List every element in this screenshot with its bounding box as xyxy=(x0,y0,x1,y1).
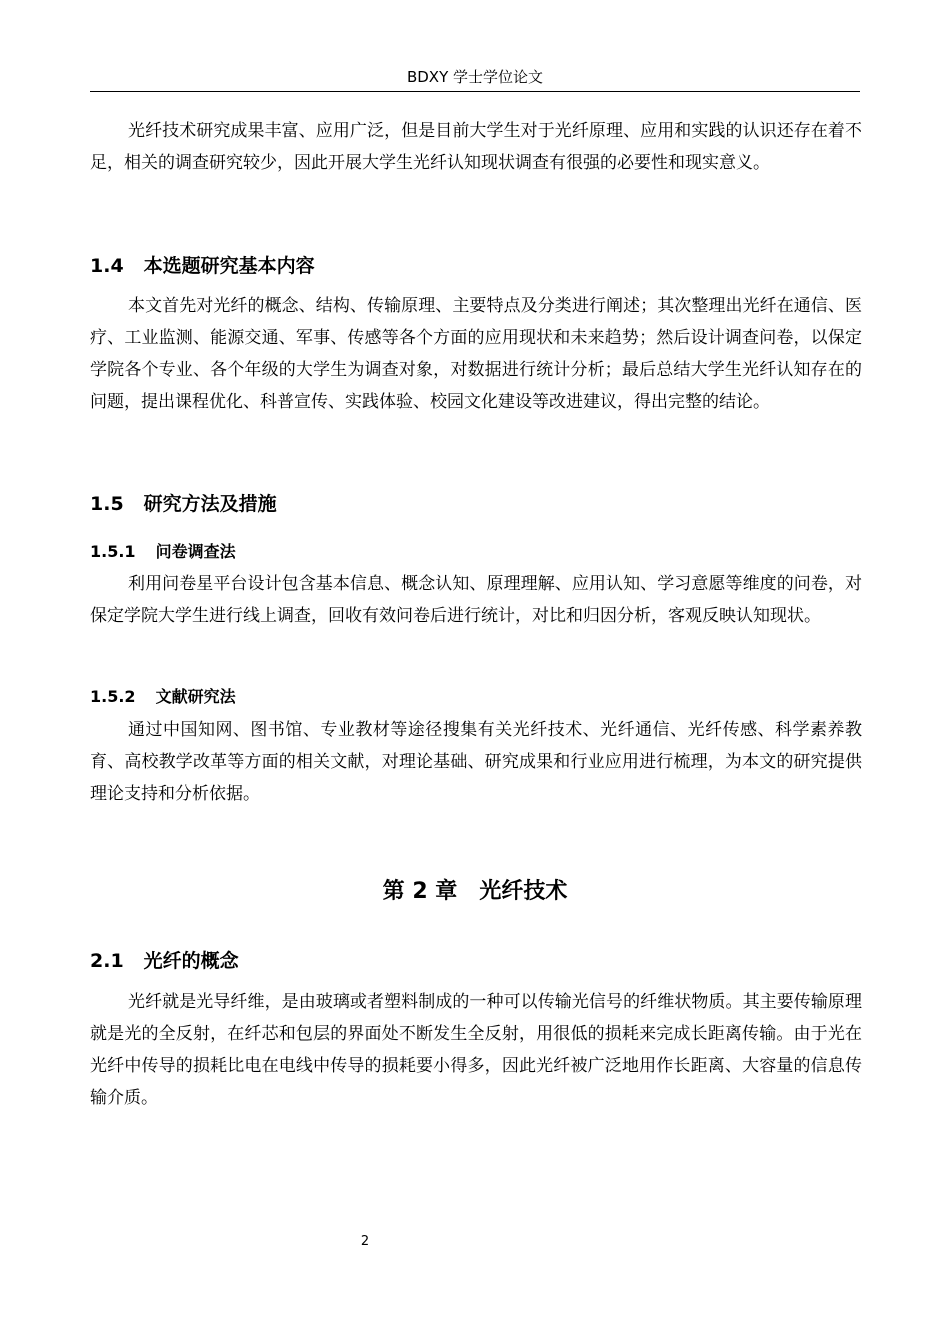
section-2-1-paragraph: 光纤就是光导纤维，是由玻璃或者塑料制成的一种可以传输光信号的纤维状物质。其主要传输原理就是光的全反射，在纤芯和包层的界面处不断发生全反射，用很低的损耗来完成长距离传输。由于光在光纤中传导的损耗比电在电线中传导的损耗要小得多，因此光纤被广泛地用作长距离、大容量的信息传输介质。 xyxy=(90,992,862,1108)
section-number: 2.1 xyxy=(90,950,124,972)
page-number: 2 xyxy=(360,1234,370,1249)
subsection-title: 文献研究法 xyxy=(155,687,236,706)
subsection-1-5-2-heading xyxy=(90,685,236,709)
section-number: 1.4 xyxy=(90,255,124,277)
chapter-title: 光纤技术 xyxy=(479,879,568,904)
section-2-1-heading xyxy=(90,947,239,975)
subsection-number: 1.5.2 xyxy=(90,687,136,706)
section-title: 研究方法及措施 xyxy=(143,493,277,515)
section-1-4-paragraph: 本文首先对光纤的概念、结构、传输原理、主要特点及分类进行阐述；其次整理出光纤在通信、医疗、工业监测、能源交通、军事、传感等各个方面的应用现状和未来趋势；然后设计调查问卷，以保定学院各个专业、各个年级的大学生为调查对象，对数据进行统计分析；最后总结大学生光纤认知存在的问题，提出课程优化、科普宣传、实践体验、校园文化建设等改进建议，得出完整的结论。 xyxy=(90,296,862,412)
section-number: 1.5 xyxy=(90,493,124,515)
chapter-2-heading xyxy=(90,876,860,908)
header-divider xyxy=(90,91,860,92)
intro-paragraph: 光纤技术研究成果丰富、应用广泛，但是目前大学生对于光纤原理、应用和实践的认识还存在着不足，相关的调查研究较少，因此开展大学生光纤认知现状调查有很强的必要性和现实意义。 xyxy=(90,121,862,173)
section-1-5-heading xyxy=(90,490,277,518)
section-1-4-heading xyxy=(90,252,315,280)
subsection-1-5-1-heading xyxy=(90,540,236,564)
page-header-title: BDXY 学士学位论文 xyxy=(406,68,544,86)
subsection-1-5-2-paragraph: 通过中国知网、图书馆、专业教材等途径搜集有关光纤技术、光纤通信、光纤传感、科学素养教育、高校教学改革等方面的相关文献，对理论基础、研究成果和行业应用进行梳理，为本文的研究提供理论支持和分析依据。 xyxy=(90,720,862,804)
section-title: 光纤的概念 xyxy=(143,950,239,972)
subsection-number: 1.5.1 xyxy=(90,542,136,561)
subsection-1-5-1-paragraph: 利用问卷星平台设计包含基本信息、概念认知、原理理解、应用认知、学习意愿等维度的问卷，对保定学院大学生进行线上调查，回收有效问卷后进行统计，对比和归因分析，客观反映认知现状。 xyxy=(90,574,862,626)
section-title: 本选题研究基本内容 xyxy=(143,255,315,277)
subsection-title: 问卷调查法 xyxy=(155,542,236,561)
chapter-number: 第 2 章 xyxy=(382,879,458,904)
